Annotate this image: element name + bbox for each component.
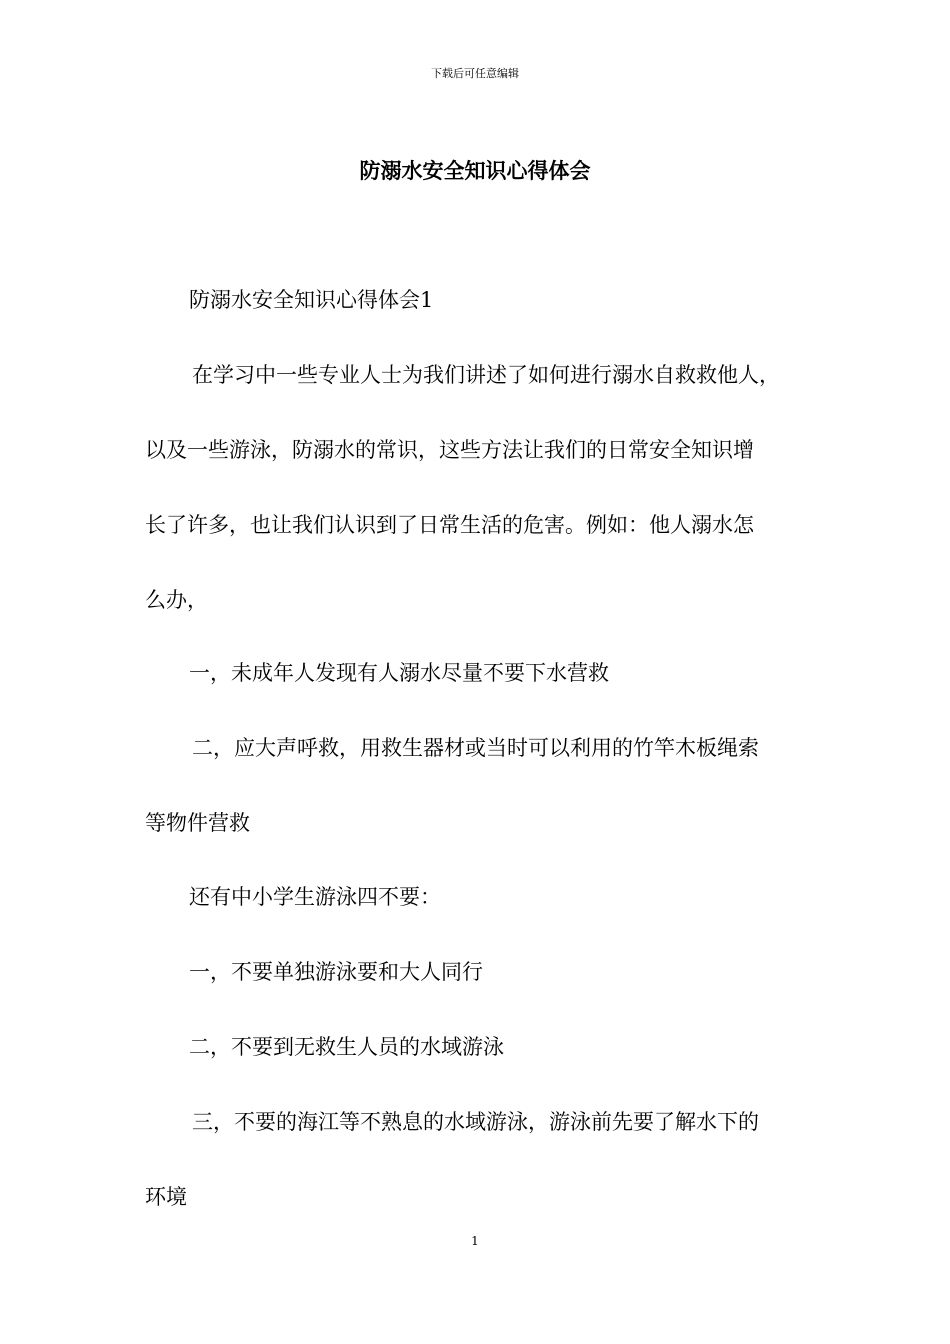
document-title: 防溺水安全知识心得体会 <box>359 158 591 183</box>
header-note: 下载后可任意编辑 <box>431 67 519 80</box>
paragraph-line: 二，应大声呼救，用救生器材或当时可以利用的竹竿木板绳索 <box>192 736 759 760</box>
paragraph-line: 二，不要到无救生人员的水域游泳 <box>189 1035 504 1059</box>
page-number: 1 <box>471 1234 479 1248</box>
paragraph-line: 三，不要的海江等不熟息的水域游泳，游泳前先要了解水下的 <box>192 1110 759 1134</box>
paragraph-line: 一，未成年人发现有人溺水尽量不要下水营救 <box>189 661 609 685</box>
paragraph-line: 长了许多，也让我们认识到了日常生活的危害。例如：他人溺水怎 <box>145 513 754 537</box>
paragraph-line: 还有中小学生游泳四不要： <box>189 885 441 909</box>
paragraph-line: 么办， <box>145 588 208 612</box>
paragraph-line: 等物件营救 <box>145 811 250 835</box>
paragraph-line: 一，不要单独游泳要和大人同行 <box>189 960 483 984</box>
section-heading: 防溺水安全知识心得体会1 <box>189 288 434 312</box>
paragraph-line: 在学习中一些专业人士为我们讲述了如何进行溺水自救救他人， <box>192 363 780 387</box>
paragraph-line: 环境 <box>145 1185 187 1209</box>
paragraph-line: 以及一些游泳，防溺水的常识，这些方法让我们的日常安全知识增 <box>145 438 754 462</box>
